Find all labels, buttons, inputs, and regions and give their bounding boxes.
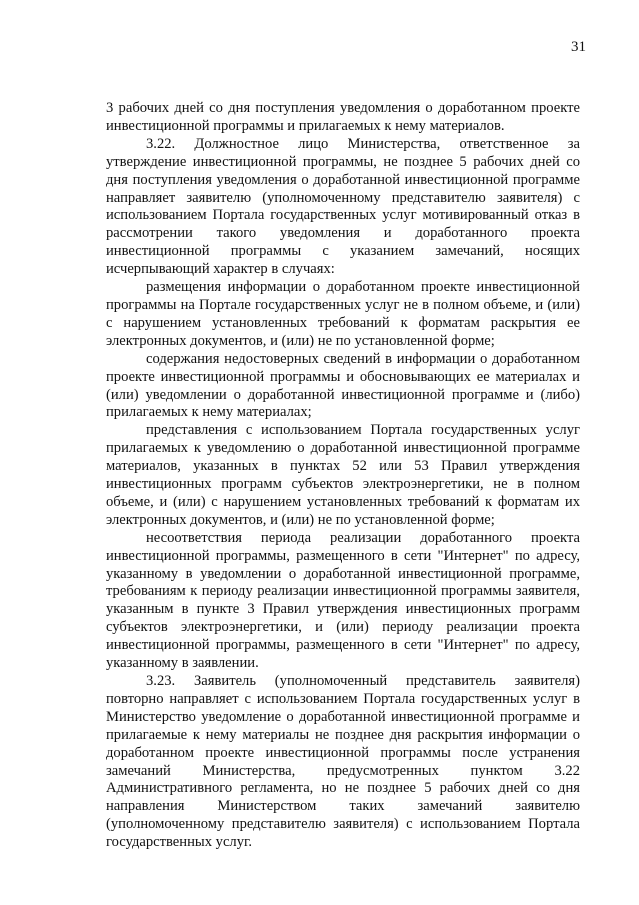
paragraph-case-unreliable-info: содержания недостоверных сведений в информации о доработанном проекте инвестиционной программы и обосновывающих ее материалах и (или) уведомлении о доработанной инвестиционной программе и (либо) прилагаемых к нему материалах; <box>106 350 580 421</box>
paragraph-case-materials: представления с использованием Портала государственных услуг прилагаемых к уведомлению о доработанной инвестиционной программе материалов, указанных в пунктах 52 или 53 Правил утверждения инвестиционных программ субъектов электроэнергетики, не в полном объеме, и (или) с нарушением установленных требований к форматам их электронных документов, и (или) не по установленной форме; <box>106 422 580 528</box>
paragraph-continuation: 3 рабочих дней со дня поступления уведомления о доработанном проекте инвестиционной программы и прилагаемых к нему материалов. <box>106 100 580 134</box>
paragraph-case-placement: размещения информации о доработанном проекте инвестиционной программы на Портале государственных услуг не в полном объеме, и (или) с нарушением установленных требований к форматам раскрытия ее электронных документов, и (или) не по установленной форме; <box>106 279 580 349</box>
body-text <box>106 100 580 852</box>
page-number: 31 <box>571 39 586 55</box>
paragraph-case-period-mismatch: несоответствия периода реализации доработанного проекта инвестиционной программы, размещенного в сети "Интернет" по адресу, указанному в уведомлении о доработанной инвестиционной программе, требованиям к периоду реализации инвестиционной программы заявителя, указанным в пункте 3 Правил утверждения инвестиционных программ субъектов электроэнергетики, и (или) периоду реализации проекта инвестиционной программы, размещенного в сети "Интернет" по адресу, указанному в заявлении. <box>106 529 580 672</box>
paragraph-3-22: 3.22. Должностное лицо Министерства, ответственное за утверждение инвестиционной программы, не позднее 5 рабочих дней со дня поступления уведомления о доработанной инвестиционной программе направляет заявителю (уполномоченному представителю заявителя) с использованием Портала государственных услуг мотивированный отказ в рассмотрении такого уведомления и доработанного проекта инвестиционной программы с указанием замечаний, носящих исчерпывающий характер в случаях: <box>106 135 580 278</box>
paragraph-3-23: 3.23. Заявитель (уполномоченный представитель заявителя) повторно направляет с использованием Портала государственных услуг в Министерство уведомление о доработанной инвестиционной программе и прилагаемые к нему материалы не позднее дня раскрытия информации о доработанном проекте инвестиционной программы после устранения замечаний Министерства, предусмотренных пунктом 3.22 Административного регламента, но не позднее 5 рабочих дней со дня направления Министерством таких замечаний заявителю (уполномоченному представителю заявителя) с использованием Портала государственных услуг. <box>106 673 580 851</box>
